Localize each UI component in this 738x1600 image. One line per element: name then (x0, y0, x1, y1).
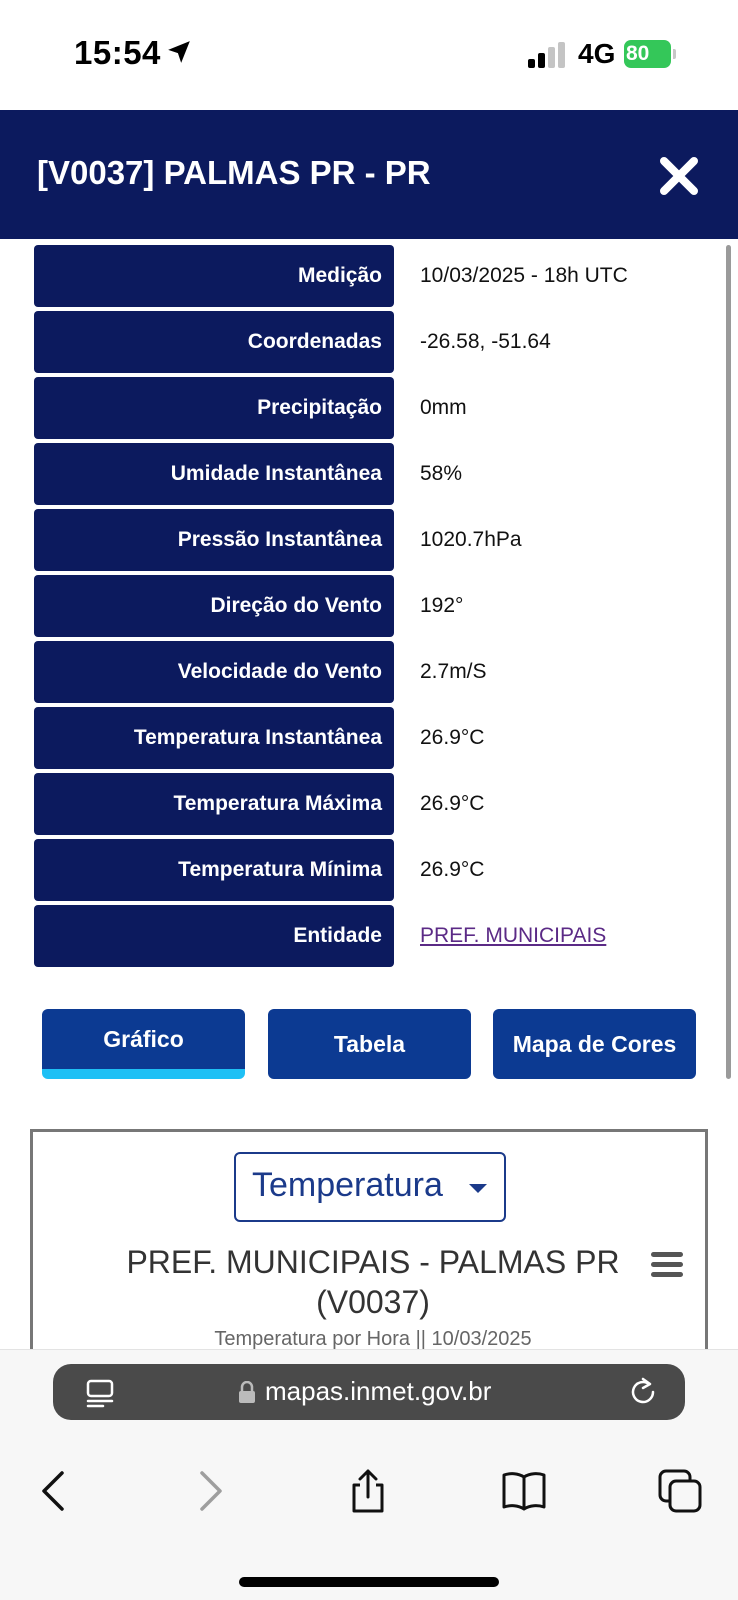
reload-icon[interactable] (627, 1376, 659, 1408)
info-row-coordenadas (34, 311, 694, 373)
page-menu-icon[interactable] (85, 1378, 115, 1408)
info-row-temp-maxima (34, 773, 694, 835)
info-value: 0mm (420, 396, 467, 419)
info-row-temp-minima (34, 839, 694, 901)
chevron-down-icon (469, 1184, 487, 1193)
variable-select[interactable] (234, 1152, 506, 1222)
home-indicator (239, 1577, 499, 1587)
info-label: Temperatura Máxima (34, 773, 394, 835)
tab-tabela[interactable]: Tabela (268, 1009, 471, 1079)
info-label: Coordenadas (34, 311, 394, 373)
info-value: -26.58, -51.64 (420, 330, 551, 353)
info-row-temp-instantanea (34, 707, 694, 769)
info-row-direcao-vento (34, 575, 694, 637)
info-label: Entidade (34, 905, 394, 967)
network-type: 4G (578, 38, 616, 69)
url-text[interactable]: mapas.inmet.gov.br (265, 1376, 492, 1406)
info-row-precipitacao (34, 377, 694, 439)
entity-link[interactable]: PREF. MUNICIPAIS (420, 924, 607, 947)
chart-panel (30, 1129, 708, 1349)
battery-level: 80 (626, 42, 650, 65)
info-label: Medição (34, 245, 394, 307)
info-label: Umidade Instantânea (34, 443, 394, 505)
tab-grafico[interactable]: Gráfico (42, 1009, 245, 1079)
share-icon[interactable] (344, 1467, 392, 1515)
info-label: Velocidade do Vento (34, 641, 394, 703)
chart-subtitle: Temperatura por Hora || 10/03/2025 (214, 1328, 532, 1349)
chart-title: PREF. MUNICIPAIS - PALMAS PR (V0037) (126, 1244, 620, 1320)
browser-toolbar (0, 1349, 738, 1600)
address-bar[interactable] (53, 1364, 685, 1420)
info-value: 2.7m/S (420, 660, 487, 683)
clock: 15:54 (74, 34, 161, 71)
info-row-velocidade-vento (34, 641, 694, 703)
info-row-entidade (34, 905, 694, 967)
forward-icon[interactable] (186, 1467, 234, 1515)
info-value: 26.9°C (420, 792, 485, 815)
info-value: 10/03/2025 - 18h UTC (420, 264, 628, 287)
info-value: 58% (420, 462, 463, 485)
battery-icon (624, 40, 676, 68)
bookmarks-icon[interactable] (500, 1467, 548, 1515)
info-row-umidade (34, 443, 694, 505)
info-value: 26.9°C (420, 858, 485, 881)
modal-header (0, 110, 738, 239)
cellular-signal-icon (528, 42, 568, 68)
variable-select-value: Temperatura (252, 1166, 443, 1204)
info-label: Temperatura Mínima (34, 839, 394, 901)
info-label: Precipitação (34, 377, 394, 439)
tab-mapa-de-cores[interactable]: Mapa de Cores (493, 1009, 696, 1079)
status-bar (0, 0, 738, 110)
location-arrow-icon (166, 39, 192, 65)
modal-content[interactable] (0, 239, 738, 1349)
info-value: 26.9°C (420, 726, 485, 749)
info-value: 192° (420, 594, 464, 617)
info-label: Pressão Instantânea (34, 509, 394, 571)
info-label: Direção do Vento (34, 575, 394, 637)
info-row-pressao (34, 509, 694, 571)
close-icon[interactable] (658, 155, 700, 197)
tabs-icon[interactable] (656, 1467, 704, 1515)
hamburger-menu-icon[interactable] (651, 1252, 685, 1282)
info-label: Temperatura Instantânea (34, 707, 394, 769)
lock-icon (239, 1381, 255, 1403)
station-title: [V0037] PALMAS PR - PR (37, 154, 431, 191)
info-value: 1020.7hPa (420, 528, 522, 551)
info-row-medicao (34, 245, 694, 307)
back-icon[interactable] (30, 1467, 78, 1515)
scrollbar[interactable] (726, 245, 731, 1079)
